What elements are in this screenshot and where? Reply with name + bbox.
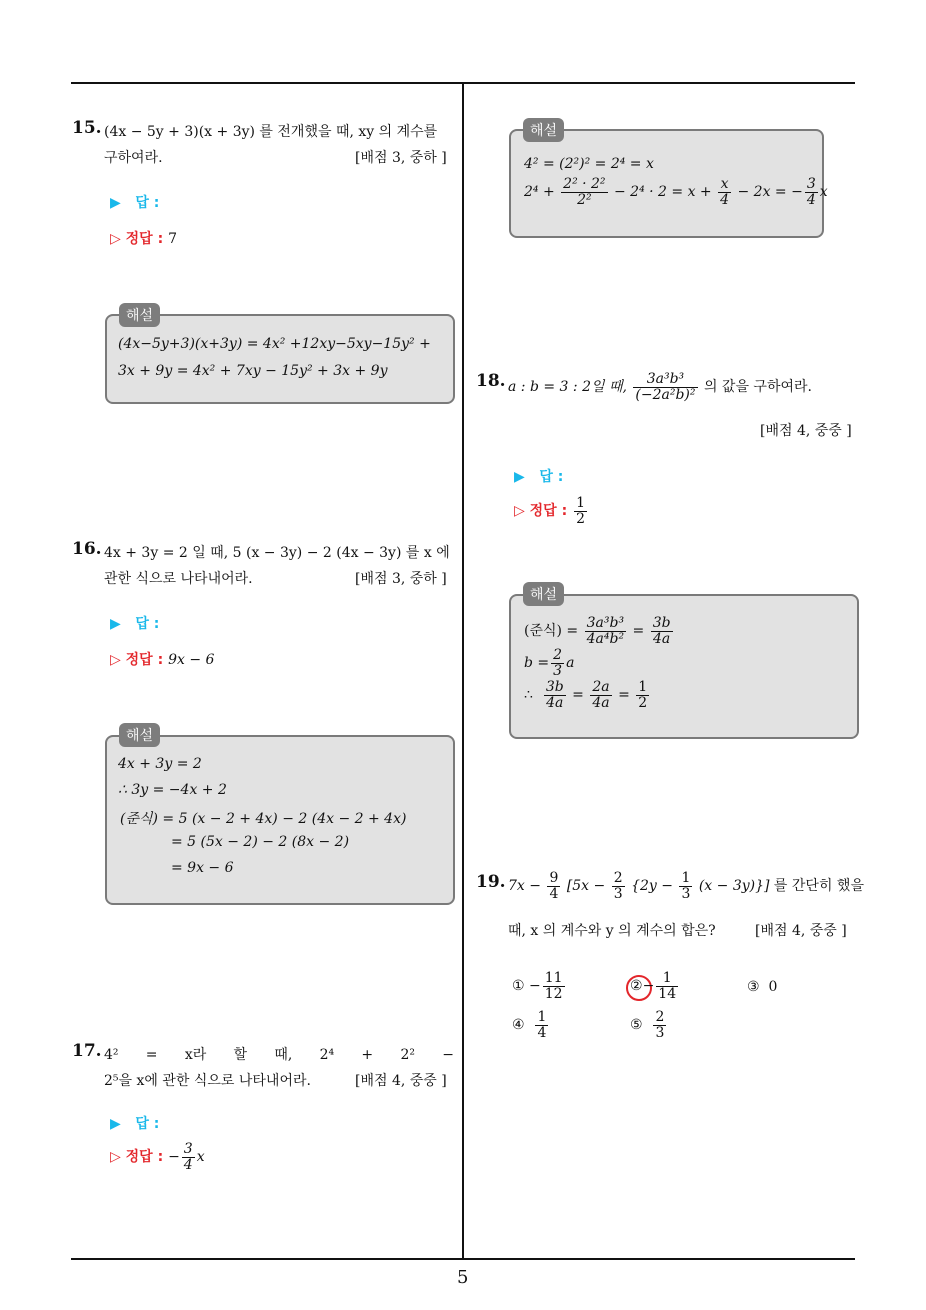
answer-arrow-icon: ▶ bbox=[110, 195, 121, 211]
expr-fraction bbox=[679, 871, 692, 901]
fraction-numerator: 3 bbox=[806, 176, 816, 192]
question-18-fraction bbox=[633, 372, 697, 402]
question-16-answer-value: 9x − 6 bbox=[168, 652, 215, 668]
question-18-explanation-line2 bbox=[524, 648, 574, 678]
question-15-number: 15. bbox=[72, 118, 102, 138]
fraction-numerator: 1 bbox=[662, 970, 672, 986]
question-15-explanation-line2: 3x + 9y = 4x² + 7xy − 15y² + 3x + 9y bbox=[118, 363, 388, 379]
question-17-answer-var: x bbox=[196, 1149, 205, 1166]
expr-term: {2y − bbox=[631, 878, 673, 895]
exp-fraction bbox=[561, 177, 607, 207]
question-16-number: 16. bbox=[72, 539, 102, 559]
fraction-numerator: 2 bbox=[613, 870, 623, 886]
question-16-explanation-line5: = 9x − 6 bbox=[171, 860, 234, 876]
choice-sign: − bbox=[529, 978, 541, 995]
fraction-denominator: 12 bbox=[544, 985, 563, 1002]
exp-fraction bbox=[805, 177, 818, 207]
question-16-explanation-line2: ∴ 3y = −4x + 2 bbox=[118, 782, 227, 798]
fraction-denominator: 3 bbox=[681, 885, 691, 902]
exp-fraction bbox=[585, 616, 626, 646]
exp-fraction bbox=[544, 680, 566, 710]
question-17-explanation-line1: 4² = (2²)² = 2⁴ = x bbox=[524, 156, 654, 172]
fraction-numerator: 3a³b³ bbox=[646, 371, 685, 387]
choice-1[interactable] bbox=[512, 971, 567, 1001]
fraction-denominator: 2 bbox=[576, 510, 585, 527]
question-15-correct-row bbox=[110, 228, 177, 248]
question-17-explanation-line2 bbox=[524, 177, 828, 207]
question-17-answer-sign: − bbox=[168, 1149, 180, 1166]
answer-arrow-icon: ▶ bbox=[110, 1116, 121, 1132]
question-18-meta: [배점 4, 중중 ] bbox=[760, 423, 852, 439]
fraction-denominator: 4a bbox=[544, 695, 566, 711]
choice-fraction bbox=[543, 971, 565, 1001]
answer-label: 답 : bbox=[135, 195, 160, 211]
fraction-numerator: 3b bbox=[545, 679, 564, 695]
choice-mark: ⑤ bbox=[630, 1017, 643, 1034]
answer-label: 답 : bbox=[135, 1116, 160, 1132]
exp-term: (준식) = bbox=[524, 623, 579, 640]
fraction-numerator: 2² · 2² bbox=[563, 176, 606, 192]
correct-arrow-icon: ▷ bbox=[110, 652, 121, 668]
question-18-explanation-line3 bbox=[524, 680, 651, 710]
question-18-suffix: 의 값을 구하여라. bbox=[703, 379, 812, 396]
exp-term: 2⁴ + bbox=[524, 184, 555, 201]
exp-term: − 2⁴ · 2 = x + bbox=[614, 184, 712, 201]
exp-term: x bbox=[819, 184, 828, 201]
choice-fraction bbox=[535, 1010, 548, 1040]
fraction-denominator: 2² bbox=[561, 192, 607, 208]
expr-term: 7x − bbox=[508, 878, 541, 895]
fraction-denominator: (−2a²b)² bbox=[635, 386, 696, 403]
question-17-answer-row bbox=[110, 1113, 159, 1133]
exp-term: b = bbox=[524, 655, 550, 672]
fraction-denominator: 3 bbox=[655, 1024, 665, 1041]
fraction-denominator: 4 bbox=[183, 1156, 193, 1173]
question-15-explanation-tag: 해설 bbox=[119, 303, 160, 327]
fraction-denominator: 4 bbox=[549, 885, 559, 902]
expr-fraction bbox=[612, 871, 625, 901]
exp-fraction bbox=[651, 616, 673, 646]
choice-5[interactable] bbox=[630, 1010, 668, 1040]
bottom-rule bbox=[71, 1258, 855, 1260]
correct-label: 정답 : bbox=[125, 652, 164, 668]
correct-label: 정답 : bbox=[125, 231, 164, 247]
exp-term: − 2x = − bbox=[737, 184, 803, 201]
fraction-denominator: 2 bbox=[638, 694, 648, 711]
fraction-numerator: 1 bbox=[681, 870, 691, 886]
question-18-answer-fraction bbox=[574, 496, 587, 526]
fraction-denominator: 4a⁴b² bbox=[586, 630, 625, 647]
exp-term: ∴ bbox=[524, 687, 533, 704]
question-19-meta: [배점 4, 중중 ] bbox=[755, 923, 847, 939]
fraction-numerator: 9 bbox=[549, 870, 559, 886]
choice-mark: ② bbox=[630, 978, 643, 995]
question-17-explanation-tag: 해설 bbox=[523, 118, 564, 142]
choice-fraction bbox=[653, 1010, 666, 1040]
correct-label: 정답 : bbox=[125, 1149, 164, 1166]
fraction-numerator: 2a bbox=[592, 679, 610, 695]
question-16-text-line1: 4x + 3y = 2 일 때, 5 (x − 3y) − 2 (4x − 3y) 를 x 에 bbox=[104, 545, 450, 561]
fraction-numerator: x bbox=[720, 176, 729, 192]
fraction-numerator: 1 bbox=[638, 679, 648, 695]
correct-arrow-icon: ▷ bbox=[514, 503, 525, 520]
fraction-denominator: 3 bbox=[553, 662, 563, 679]
fraction-numerator: 3b bbox=[652, 615, 671, 631]
fraction-denominator: 4 bbox=[806, 191, 816, 208]
expr-tail: 를 간단히 했을 bbox=[773, 878, 864, 895]
choice-3[interactable] bbox=[747, 979, 777, 995]
choice-4[interactable] bbox=[512, 1010, 550, 1040]
question-17-meta: [배점 4, 중중 ] bbox=[355, 1073, 447, 1089]
expr-term: [5x − bbox=[566, 878, 606, 895]
exp-fraction bbox=[590, 680, 611, 710]
question-15-explanation-box bbox=[105, 314, 455, 404]
exp-term: = bbox=[572, 687, 584, 704]
question-16-explanation-line3: (준식) = 5 (x − 2 + 4x) − 2 (4x − 2 + 4x) bbox=[120, 811, 407, 827]
expr-fraction bbox=[547, 871, 560, 901]
choice-sign: − bbox=[642, 978, 655, 995]
question-18-explanation-tag: 해설 bbox=[523, 582, 564, 606]
question-16-explanation-tag: 해설 bbox=[119, 723, 160, 747]
exp-fraction bbox=[718, 177, 731, 207]
question-18-text bbox=[508, 372, 812, 402]
question-18-number: 18. bbox=[476, 371, 506, 391]
fraction-numerator: 1 bbox=[576, 495, 585, 511]
fraction-denominator: 4 bbox=[720, 191, 730, 208]
exp-term: = bbox=[618, 687, 630, 704]
question-17-correct-row bbox=[110, 1142, 205, 1172]
column-divider bbox=[462, 83, 464, 1260]
question-18-explanation-line1 bbox=[524, 616, 675, 646]
question-15-answer-row bbox=[110, 192, 159, 212]
question-16-explanation-line4: = 5 (5x − 2) − 2 (8x − 2) bbox=[171, 834, 350, 850]
question-16-answer-row bbox=[110, 613, 159, 633]
question-18-correct-row bbox=[514, 496, 589, 526]
question-17-number: 17. bbox=[72, 1041, 102, 1061]
answer-arrow-icon: ▶ bbox=[110, 616, 121, 632]
question-16-explanation-line1: 4x + 3y = 2 bbox=[118, 756, 202, 772]
choice-mark: ① bbox=[512, 978, 525, 995]
question-17-answer-fraction bbox=[182, 1142, 195, 1172]
choice-mark: ③ bbox=[747, 979, 760, 995]
question-15-text-line2: 구하여라. bbox=[104, 150, 163, 166]
question-15-explanation-line1: (4x−5y+3)(x+3y) = 4x² +12xy−5xy−15y² + bbox=[118, 336, 431, 352]
correct-arrow-icon: ▷ bbox=[110, 231, 121, 247]
exp-term: = bbox=[632, 623, 645, 640]
question-17-text-line2: 2⁵을 x에 관한 식으로 나타내어라. bbox=[104, 1073, 311, 1089]
choice-2[interactable] bbox=[630, 971, 680, 1001]
fraction-numerator: 1 bbox=[537, 1009, 547, 1025]
question-18-answer-row bbox=[514, 466, 563, 486]
question-18-prefix: a : b = 3 : 2일 때, bbox=[508, 379, 627, 396]
question-16-correct-row bbox=[110, 649, 214, 669]
exp-fraction bbox=[551, 648, 564, 678]
question-19-expression bbox=[508, 871, 864, 901]
fraction-numerator: 2 bbox=[655, 1009, 665, 1025]
choice-mark: ④ bbox=[512, 1017, 525, 1034]
fraction-denominator: 3 bbox=[613, 885, 623, 902]
fraction-numerator: 3a³b³ bbox=[586, 615, 625, 631]
correct-label: 정답 : bbox=[529, 503, 568, 520]
fraction-denominator: 4a bbox=[651, 631, 673, 647]
question-16-meta: [배점 3, 중하 ] bbox=[355, 571, 447, 587]
expr-term: (x − 3y)}] bbox=[698, 878, 770, 895]
fraction-denominator: 4a bbox=[592, 694, 610, 711]
answer-arrow-icon: ▶ bbox=[514, 469, 525, 485]
answer-label: 답 : bbox=[135, 616, 160, 632]
question-15-text-line1: (4x − 5y + 3)(x + 3y) 를 전개했을 때, xy 의 계수를 bbox=[104, 124, 438, 140]
fraction-numerator: 3 bbox=[183, 1141, 193, 1157]
fraction-numerator: 2 bbox=[553, 647, 563, 663]
exp-fraction bbox=[636, 680, 649, 710]
question-17-text-line1: 4² = x라 할 때, 2⁴ + 2² − bbox=[104, 1047, 454, 1063]
question-16-text-line2: 관한 식으로 나타내어라. bbox=[104, 571, 253, 587]
answer-label: 답 : bbox=[539, 469, 564, 485]
choice-value: 0 bbox=[768, 979, 778, 995]
fraction-denominator: 14 bbox=[658, 985, 677, 1002]
page-number: 5 bbox=[457, 1267, 469, 1288]
question-15-answer-value: 7 bbox=[168, 231, 177, 247]
exp-term: a bbox=[566, 655, 575, 672]
question-19-text-line2: 때, x 의 계수와 y 의 계수의 합은? bbox=[508, 923, 716, 939]
fraction-denominator: 4 bbox=[537, 1024, 547, 1041]
question-15-meta: [배점 3, 중하 ] bbox=[355, 150, 447, 166]
correct-arrow-icon: ▷ bbox=[110, 1149, 121, 1166]
choice-fraction bbox=[656, 971, 678, 1001]
question-19-number: 19. bbox=[476, 872, 506, 892]
fraction-numerator: 11 bbox=[544, 970, 563, 986]
